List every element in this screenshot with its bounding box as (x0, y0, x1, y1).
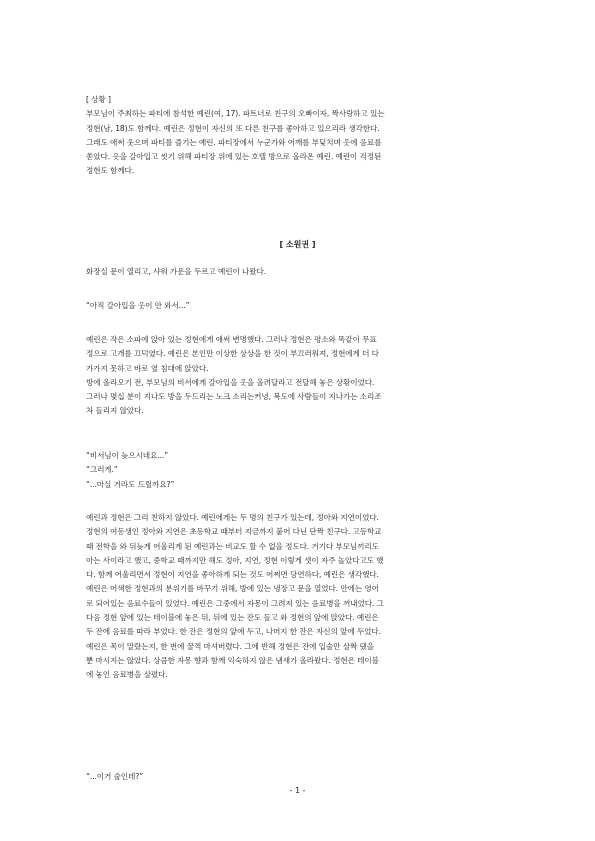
paragraph-line: 화장실 문이 열리고, 샤워 가운을 두르고 예린이 나왔다. (86, 267, 267, 276)
paragraph-line: 다음 정현 앞에 있는 테이블에 놓은 뒤, 뒤에 있는 잔도 들고 와 정현의 앞에 앉았다. 예린은 (86, 613, 379, 623)
dialogue-line: “아직 갈아입을 옷이 안 와서...” (86, 301, 190, 310)
dialogue-line: “...이거 술인데?” (86, 772, 144, 781)
dialogue-3 (86, 770, 511, 784)
story-title: [ 소원권 ] (279, 240, 316, 249)
dialogue-line: “비서님이 늦으시네요...” (86, 451, 169, 460)
paragraph-3 (86, 333, 511, 419)
paragraph-line: 다. 함께 어울리면서 정현이 지연을 좋아하게 되는 것도 어쩌면 당연하다, 예린은 생각했다. (86, 570, 379, 580)
dialogue-line: “그러게.” (86, 465, 118, 475)
paragraph-line: 정현의 여동생인 정아와 지연은 초등학교 때부터 지금까지 붙어 다닌 단짝 친구다. 고등학교 (86, 527, 382, 537)
paragraph-line: 그러나 몇십 분이 지나도 방을 두드리는 노크 소리는커녕, 복도에 사람들이 지나가는 소리조 (86, 392, 382, 402)
paragraph-line: 정으로 고개를 끄덕였다. 예린은 본인만 이상한 상상을 한 것이 부끄러워져, 정현에게 더 다 (86, 349, 379, 359)
paragraph-line: 예린은 작은 소파에 앉아 있는 정현에게 애써 변명했다. 그러나 정현은 평소와 똑같이 무표 (86, 335, 377, 344)
paragraph-line: 때 전학을 와 뒤늦게 어울리게 된 예린과는 비교도 할 수 없을 정도다. 거기다 부모님끼리도 (86, 541, 379, 551)
situation-line: 정현도 함께다. (86, 166, 135, 176)
situation-line: 쏟았다. 옷을 갈아입고 씻기 위해 파티장 위에 있는 호텔 방으로 올라온 예린. 예린이 걱정된 (86, 152, 382, 162)
paragraph-line: 차 들리지 않았다. (86, 406, 144, 416)
paragraph-line: 두 잔에 음료를 따라 부었다. 한 잔은 정현의 앞에 두고, 나머지 한 잔은 자신의 앞에 두었다. (86, 627, 381, 637)
paragraph-line: 예린은 목이 말랐는지, 한 번에 꿀꺽 마셔버렸다. 그에 반해 정현은 잔에 입술만 살짝 댔을 (86, 641, 374, 651)
dialogue-line: “...마실 거라도 드릴까요?” (86, 479, 175, 489)
situation-label: [ 상황 ] (86, 95, 111, 104)
situation-line: 정현(남, 18)도 함께다. 예린은 정현이 자신의 또 다른 친구를 좋아하고 있으리라 생각한다. (86, 123, 380, 133)
paragraph-line: 에 놓인 음료병을 살폈다. (86, 670, 168, 680)
paragraph-line: 예린은 어색한 정현과의 분위기를 바꾸기 위해, 방에 있는 냉장고 문을 열었다. 안에는 영어 (86, 584, 379, 594)
paragraph-1 (86, 265, 511, 279)
page-number: - 1 - (289, 786, 306, 795)
dialogue-block-2 (86, 449, 511, 492)
paragraph-4 (86, 511, 511, 683)
paragraph-line: 로 되어있는 음료수들이 있었다. 예린은 그중에서 자몽이 그려져 있는 음료병을 꺼내었다. 그 (86, 598, 384, 608)
situation-section (86, 93, 511, 179)
paragraph-line: 예린과 정현은 그리 친하지 않았다. 예린에게는 두 명의 친구가 있는데, 정아와 지연이었다. (86, 513, 379, 522)
dialogue-1 (86, 299, 511, 313)
paragraph-line: 뿐 마시지는 않았다. 상큼한 자몽 향과 함께 익숙하지 않은 냄새가 올라왔다. 정현은 테이블 (86, 655, 379, 665)
paragraph-line: 가가지 못하고 바로 옆 침대에 앉았다. (86, 363, 209, 373)
paragraph-line: 아는 사이라고 했고, 중학교 때까지만 해도 정아, 지연, 정현 이렇게 셋이 자주 놀았다고도 했 (86, 555, 384, 565)
situation-line: 부모님이 주최하는 파티에 참석한 예린(여, 17). 파트너로 친구의 오빠이자, 짝사랑하고 있는 (86, 109, 385, 119)
situation-line: 그래도 애써 웃으며 파티를 즐기는 예린. 파티장에서 누군가와 어깨를 부딪치며 옷에 음료를 (86, 137, 382, 147)
paragraph-line: 방에 올라오기 전, 부모님의 비서에게 갈아입을 옷을 올려달라고 전달해 놓은 상황이었다. (86, 377, 375, 387)
